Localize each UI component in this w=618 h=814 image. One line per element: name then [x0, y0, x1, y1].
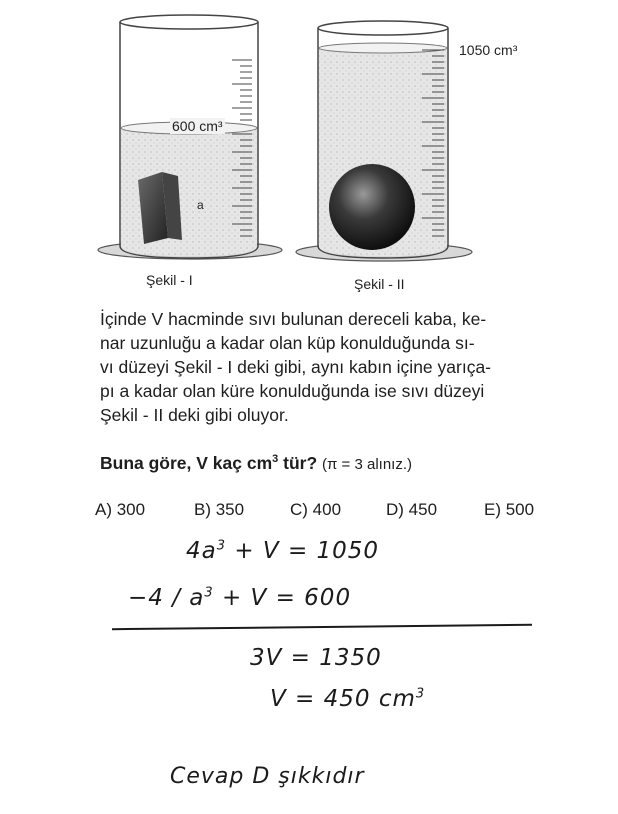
question-line: pı a kadar olan küre konulduğunda ise sıvı düzeyi: [100, 381, 485, 401]
eq4-term: V = 450 cm: [270, 686, 416, 712]
figure-2-caption: Şekil - II: [354, 276, 405, 292]
eq2-exponent: 3: [204, 585, 214, 601]
eq2-rest: + V = 600: [213, 585, 352, 611]
choice-d[interactable]: D) 450: [386, 500, 438, 519]
choice-b[interactable]: B) 350: [194, 500, 245, 519]
question-line: vı düzeyi Şekil - I deki gibi, aynı kabın içine yarıça-: [100, 357, 492, 377]
question-prompt: [100, 453, 412, 474]
subtraction-line: [112, 624, 532, 630]
cylinder-1-level-label: 600 cm³: [172, 118, 223, 134]
cylinder-2: [296, 21, 472, 261]
question-line: İçinde V hacminde sıvı bulunan dereceli kaba, ke-: [100, 309, 487, 329]
question-line: Şekil - II deki gibi oluyor.: [100, 405, 289, 425]
prompt-main: Buna göre, V kaç cm: [100, 453, 273, 473]
handwritten-equation-2: [128, 585, 351, 611]
prompt-exponent: 3: [272, 453, 279, 466]
prompt-end: tür?: [278, 453, 318, 473]
eq4-exponent: 3: [415, 686, 426, 702]
question-line: nar uzunluğu a kadar olan küp konulduğunda sı-: [100, 333, 475, 353]
choice-e[interactable]: E) 500: [484, 500, 535, 519]
handwritten-equation-4: [270, 686, 425, 712]
handwritten-answer: Cevap D şıkkıdır: [170, 764, 365, 789]
handwritten-equation-3: 3V = 1350: [250, 645, 382, 671]
prompt-note: (π = 3 alınız.): [322, 456, 413, 473]
cylinder-2-level-label: 1050 cm³: [459, 42, 518, 58]
cylinder-1: [98, 15, 282, 259]
handwritten-equation-1: [186, 538, 379, 564]
cylinders-figure: [0, 0, 618, 300]
eq1-term: 4a: [186, 538, 217, 564]
question-text: [100, 307, 560, 427]
eq1-rest: + V = 1050: [226, 538, 380, 564]
choice-c[interactable]: C) 400: [290, 500, 342, 519]
eq1-exponent: 3: [216, 538, 227, 554]
eq2-term: −4 / a: [128, 585, 205, 611]
figure-1-caption: Şekil - I: [146, 272, 193, 288]
cube-edge-label: a: [197, 198, 204, 212]
sphere-shape: [329, 164, 415, 250]
choice-a[interactable]: A) 300: [95, 500, 146, 519]
cube-shape: [138, 172, 182, 244]
